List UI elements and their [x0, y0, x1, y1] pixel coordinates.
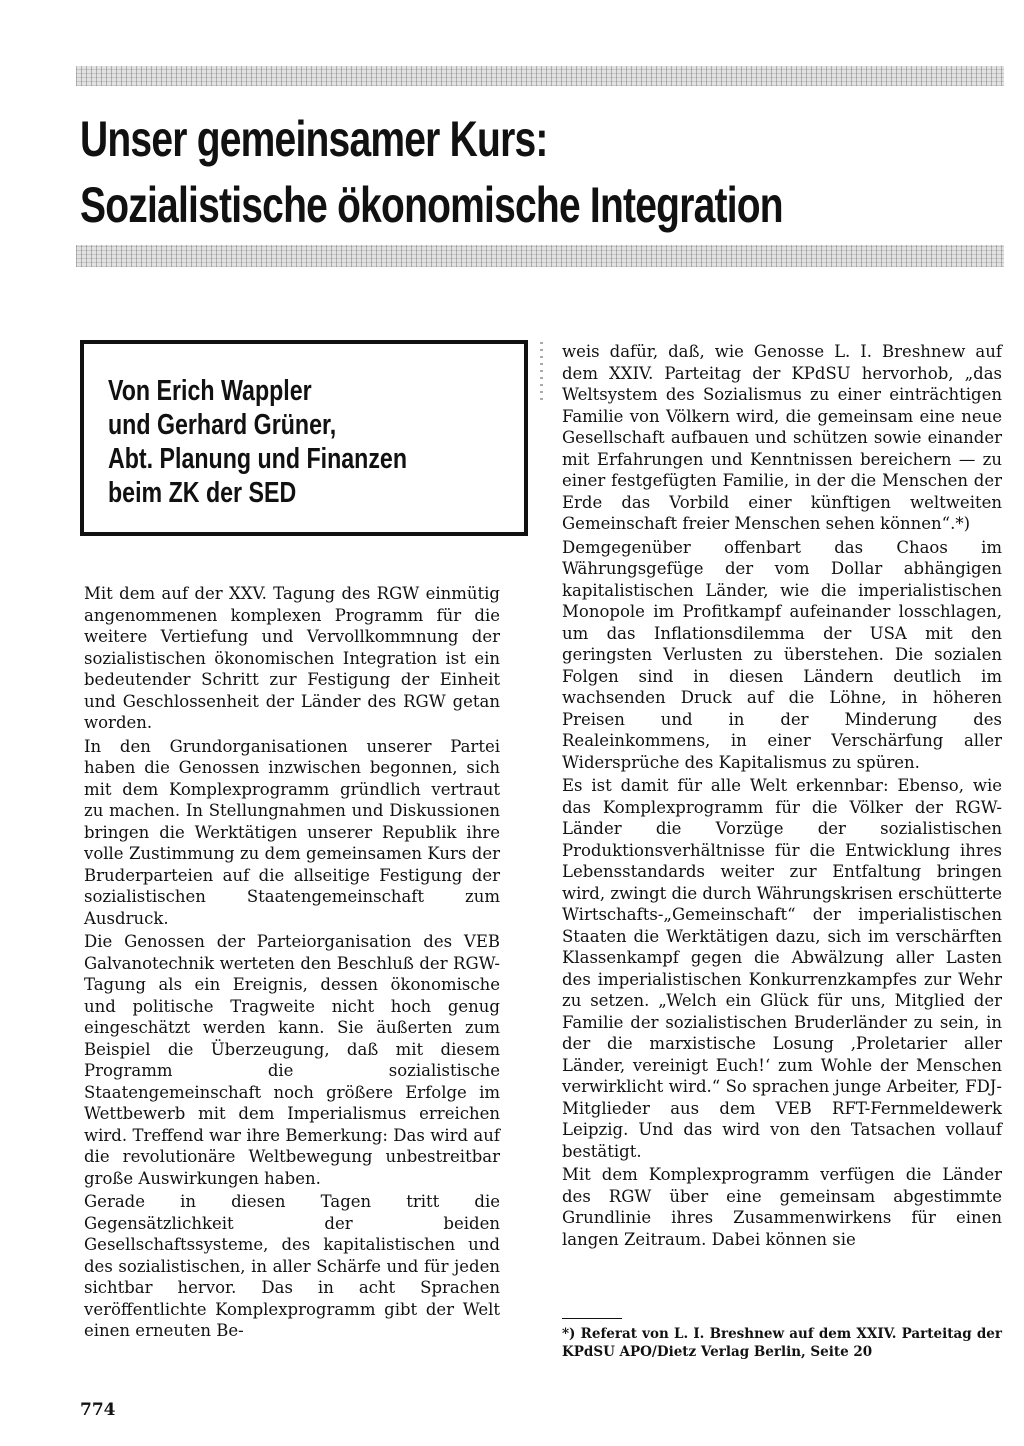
footnote-text: *) Referat von L. I. Breshnew auf dem XXIV. Parteitag der KPdSU APO/Dietz Verlag Berlin, Seite 20 — [562, 1326, 1002, 1360]
paragraph: Gerade in diesen Tagen tritt die Gegensätzlichkeit der beiden Gesellschaftssysteme, des kapitalistischen und des sozialistischen, in aller Schärfe und für jeden sichtbar hervor. Das in acht Sprachen veröffentlichte Komplexprogramm gibt der Welt einen erneuten Be- — [84, 1192, 500, 1340]
right-column — [562, 341, 1002, 1250]
paragraph: Mit dem Komplexprogramm verfügen die Länder des RGW über eine gemeinsam abgestimmte Grundlinie ihres Zusammenwirkens für einen langen Zeitraum. Dabei können sie — [562, 1165, 1002, 1249]
author-line: beim ZK der SED — [108, 477, 297, 509]
author-line: Abt. Planung und Finanzen — [108, 443, 407, 475]
paragraph: In den Grundorganisationen unserer Partei haben die Genossen inzwischen begonnen, sich mit dem Komplexprogramm gründlich vertraut zu machen. In Stellungnahmen und Diskussionen bringen die Werktätigen unserer Republik ihre volle Zustimmung zu dem gemeinsamen Kurs der Bruderparteien auf die allseitige Festigung der sozialistischen Staatengemeinschaft zum Ausdruck. — [84, 736, 500, 928]
gutter-specks — [540, 340, 543, 400]
author-box — [80, 340, 528, 536]
decorative-band-top — [76, 66, 1004, 86]
paragraph: Demgegenüber offenbart das Chaos im Währungsgefüge der vom Dollar abhängigen kapitalistischen Länder, wie die imperialistischen Monopole im Profitkampf aufeinander losschlagen, um das Inflationsdilemma der USA mit den geringsten Verlusten zu überstehen. Die sozialen Folgen sind in diesen Ländern deutlich im wachsenden Druck auf die Löhne, in höheren Preisen und in der Minderung des Realeinkommens, in einer Verschärfung aller Widersprüche des Kapitalismus zu spüren. — [562, 537, 1002, 772]
footnote — [562, 1318, 1002, 1361]
paragraph: Mit dem auf der XXV. Tagung des RGW einmütig angenommenen komplexen Programm für die weitere Vertiefung und Vervollkommnung der sozialistischen ökonomischen Integration ist ein bedeutender Schritt zur Festigung der Einheit und Geschlossenheit der Länder des RGW getan worden. — [84, 584, 500, 732]
headline-line-1: Unser gemeinsamer Kurs: — [80, 111, 548, 167]
footnote-rule — [562, 1318, 622, 1319]
page-number: 774 — [80, 1400, 116, 1420]
left-column — [84, 583, 500, 1342]
paragraph: Die Genossen der Parteiorganisation des VEB Galvanotechnik werteten den Beschluß der RGW-Tagung als ein Ereignis, dessen ökonomische und politische Tragweite nicht hoch genug eingeschätzt werden kann. Sie äußerten zum Beispiel die Überzeugung, daß mit diesem Programm die sozialistische Staatengemeinschaft noch größere Erfolge im Wettbewerb mit dem Imperialismus erreichen wird. Treffend war ihre Bemerkung: Das wird auf die revolutionäre Weltbewegung unbestreitbar große Auswirkungen haben. — [84, 932, 500, 1188]
paragraph: weis dafür, daß, wie Genosse L. I. Breshnew auf dem XXIV. Parteitag der KPdSU hervorhob, „das Weltsystem des Sozialismus zu einer einträchtigen Familie von Völkern wird, die gemeinsam eine neue Gesellschaft aufbauen und schützen sowie einander mit Erfahrungen und Kenntnissen bereichern — zu einer festgefügten Familie, in der die Menschen der Erde das Vorbild einer künftigen weltweiten Gemeinschaft freier Menschen sehen können“.*) — [562, 342, 1002, 533]
paragraph: Es ist damit für alle Welt erkennbar: Ebenso, wie das Komplexprogramm für die Völker der RGW-Länder die Vorzüge der sozialistischen Produktionsverhältnisse für die Entwicklung ihres Lebensstandards weiter zur Entfaltung bringen wird, zwingt die durch Währungskrisen erschütterte Wirtschafts-„Gemeinschaft“ der imperialistischen Staaten die Werktätigen dazu, sich im verschärften Klassenkampf gegen die Abwälzung aller Lasten des imperialistischen Konkurrenzkampfes zur Wehr zu setzen. „Welch ein Glück für uns, Mitglied der Familie der sozialistischen Bruderländer zu sein, in der die marxistische Losung ‚Proletarier aller Länder, vereinigt Euch!‘ zum Wohle der Menschen verwirklicht wird.“ So sprachen junge Arbeiter, FDJ-Mitglieder aus dem VEB RFT-Fernmeldewerk Leipzig. Und das wird von den Tatsachen vollauf bestätigt. — [562, 776, 1002, 1161]
author-line: Von Erich Wappler — [108, 375, 312, 407]
headline-line-2: Sozialistische ökonomische Integration — [80, 177, 783, 233]
author-line: und Gerhard Grüner, — [108, 409, 337, 441]
decorative-band-bottom — [76, 245, 1004, 267]
headline — [80, 106, 805, 238]
